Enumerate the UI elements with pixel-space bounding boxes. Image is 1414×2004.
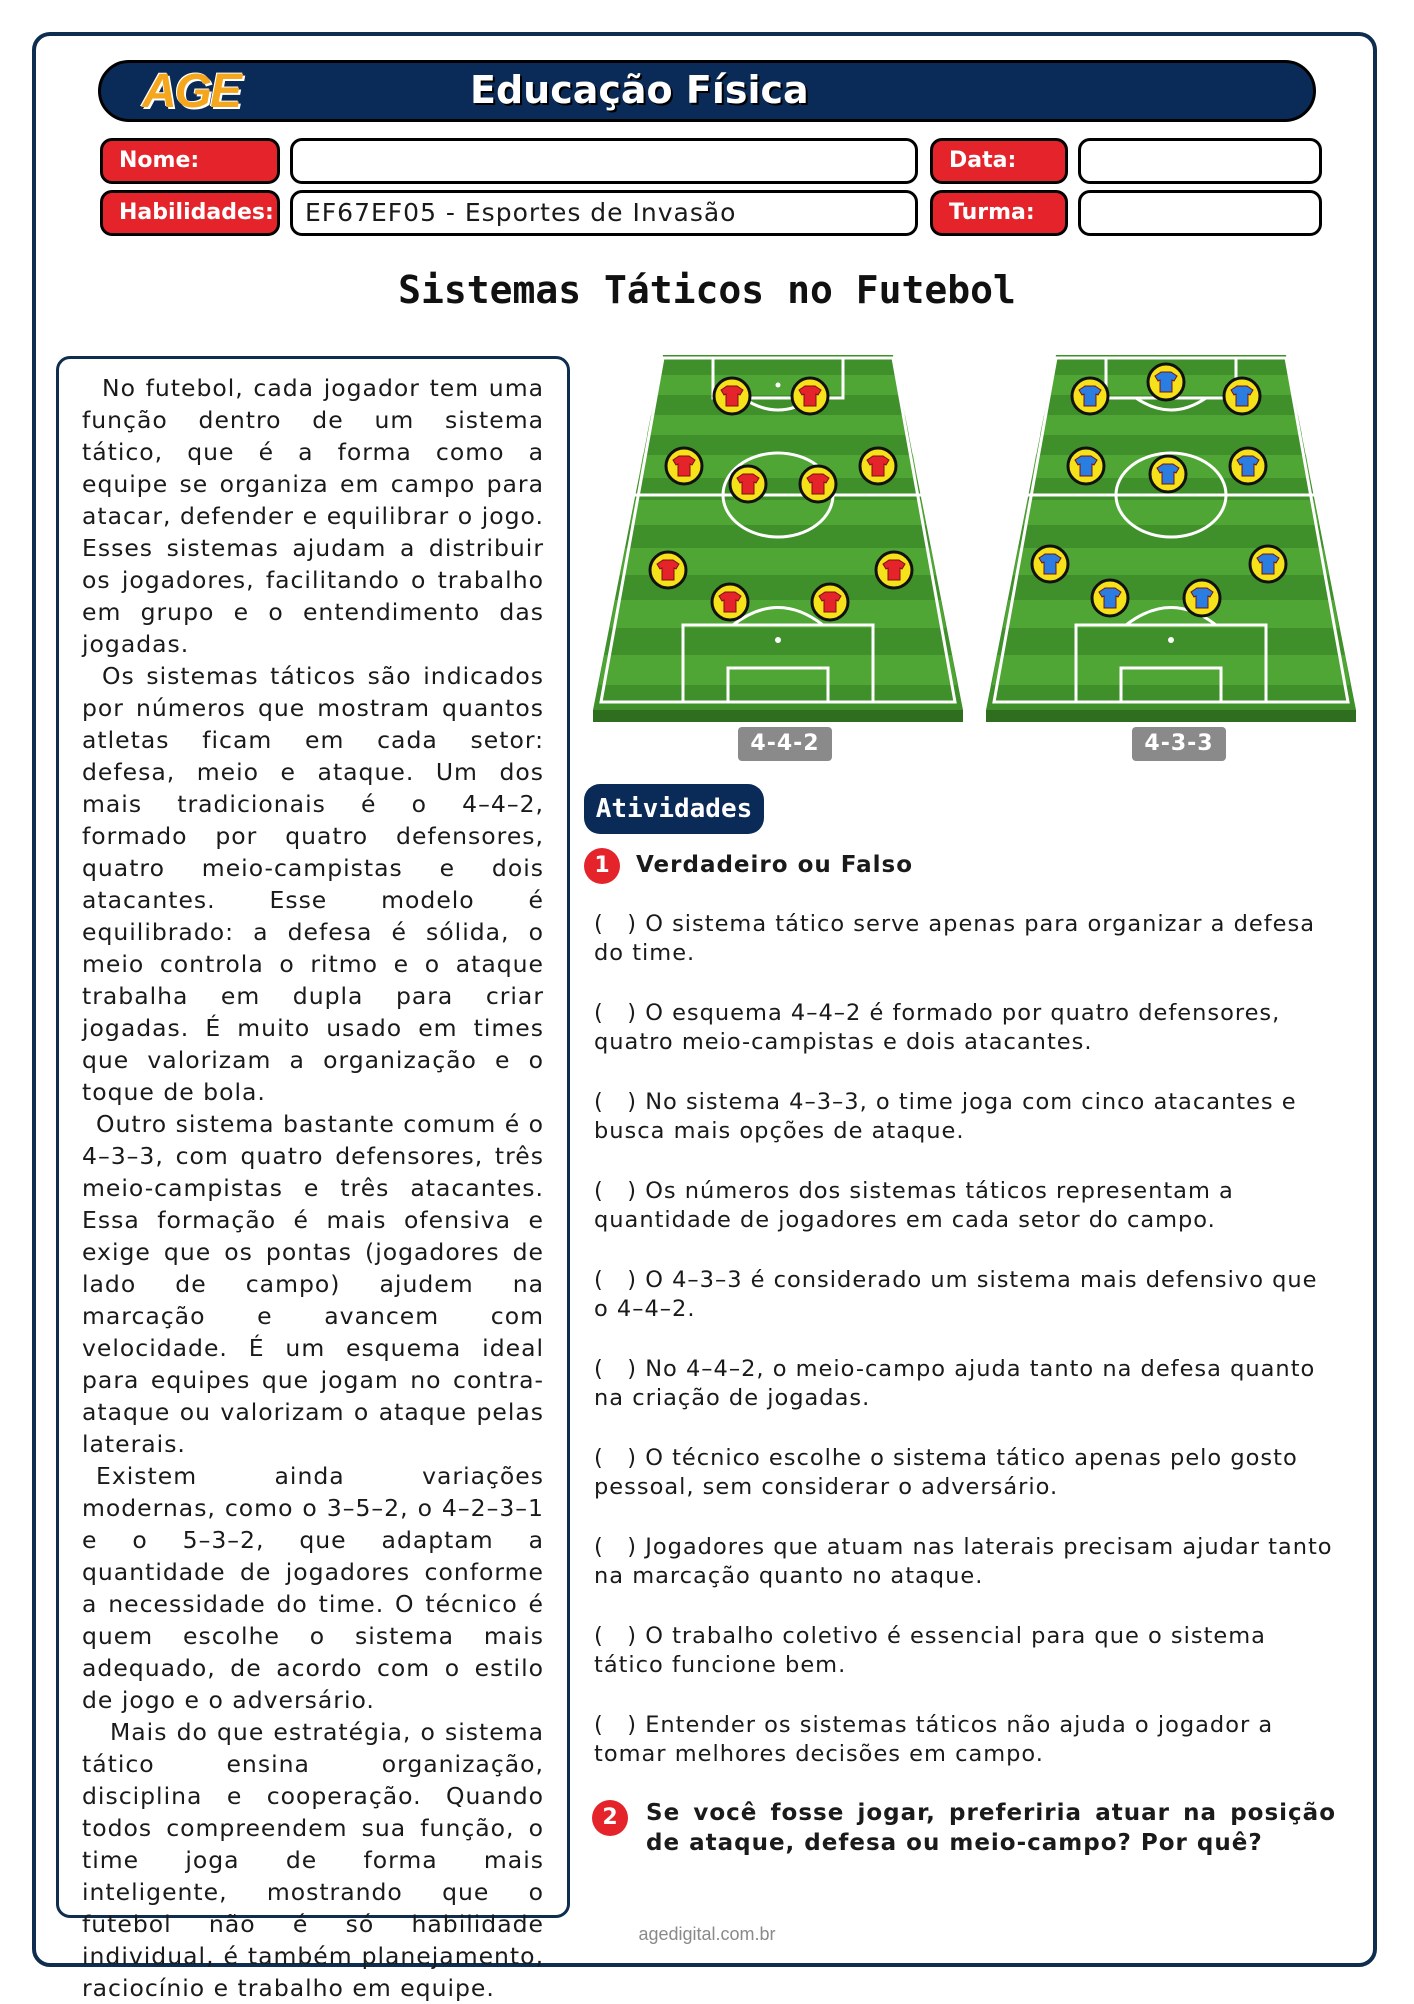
skills-label: Habilidades: [100, 190, 280, 236]
blue-player-icon [1250, 546, 1286, 582]
paragraph-4: Existem ainda variações modernas, como o 3–5–2, o 4–2–3–1 e o 5–3–2, que adaptam a quantidade de jogadores conforme a necessidade do time. O técnico é quem escolhe o sistema mais adequado, de acordo com o estilo de jogo e o adversário. [82, 1462, 544, 1714]
blue-player-icon [1150, 456, 1186, 492]
blue-player-icon [1184, 580, 1220, 616]
question-1-number: 1 [584, 848, 620, 884]
class-field[interactable] [1078, 190, 1322, 236]
true-false-item-6[interactable]: ( ) No 4–4–2, o meio-campo ajuda tanto na defesa quanto na criação de jogadas. [594, 1356, 1316, 1411]
paragraph-3: Outro sistema bastante comum é o 4–3–3, com quatro defensores, três meio-campistas e três atacantes. Essa formação é mais ofensiva e exige que os pontas (jogadores de lado de campo) ajudem na marcação e avancem com velocidade. É um esquema ideal para equipes que jogam no contra-ataque ou valorizam o ataque pelas laterais. [82, 1110, 545, 1458]
blue-player-icon [1092, 580, 1128, 616]
paragraph-1: No futebol, cada jogador tem uma função dentro de um sistema tático, que é a forma como a equipe se organiza em campo para atacar, defender e equilibrar o jogo. Esses sistemas ajudam a distribuir os jogadores, facilitando o trabalho em grupo e o entendimento das jogadas. [82, 374, 544, 658]
reading-text [82, 372, 544, 2004]
class-label: Turma: [930, 190, 1068, 236]
true-false-item-3[interactable]: ( ) No sistema 4–3–3, o time joga com cinco atacantes e busca mais opções de ataque. [594, 1089, 1297, 1144]
formation-label-433: 4-3-3 [1132, 727, 1226, 761]
blue-player-icon [1224, 378, 1260, 414]
blue-player-icon [1230, 448, 1266, 484]
red-player-icon [714, 378, 750, 414]
paragraph-2: Os sistemas táticos são indicados por números que mostram quantos atletas ficam em cada setor: defesa, meio e ataque. Um dos mais tradicionais é o 4–4–2, formado por quatro defensores, quatro meio-campistas e dois atacantes. Esse modelo é equilibrado: a defesa é sólida, o meio controla o ritmo e o ataque trabalha em dupla para criar jogadas. É muito usado em times que valorizam a organização e o toque de bola. [82, 662, 544, 1106]
skills-field[interactable]: EF67EF05 - Esportes de Invasão [290, 190, 918, 236]
blue-player-icon [1072, 378, 1108, 414]
red-player-icon [650, 552, 686, 588]
red-player-icon [860, 448, 896, 484]
red-player-icon [800, 466, 836, 502]
age-logo: AGE [142, 65, 241, 118]
true-false-item-2[interactable]: ( ) O esquema 4–4–2 é formado por quatro defensores, quatro meio-campistas e dois atacantes. [594, 1000, 1281, 1055]
red-player-icon [712, 584, 748, 620]
true-false-item-8[interactable]: ( ) Jogadores que atuam nas laterais precisam ajudar tanto na marcação quanto no ataque. [594, 1534, 1333, 1589]
question-2-text: Se você fosse jogar, preferiria atuar na posição de ataque, defesa ou meio-campo? Por quê? [646, 1800, 1336, 1856]
page-title: Sistemas Táticos no Futebol [398, 268, 1016, 312]
question-2-number: 2 [592, 1800, 628, 1836]
true-false-item-4[interactable]: ( ) Os números dos sistemas táticos representam a quantidade de jogadores em cada setor do campo. [594, 1178, 1234, 1233]
true-false-item-7[interactable]: ( ) O técnico escolhe o sistema tático apenas pelo gosto pessoal, sem considerar o adversário. [594, 1445, 1298, 1500]
red-player-icon [666, 448, 702, 484]
date-field[interactable] [1078, 138, 1322, 184]
activities-heading: Atividades [584, 784, 764, 834]
name-field[interactable] [290, 138, 918, 184]
name-label: Nome: [100, 138, 280, 184]
red-player-icon [876, 552, 912, 588]
date-label: Data: [930, 138, 1068, 184]
true-false-item-9[interactable]: ( ) O trabalho coletivo é essencial para que o sistema tático funcione bem. [594, 1623, 1266, 1678]
red-player-icon [812, 584, 848, 620]
red-player-icon [792, 378, 828, 414]
true-false-item-5[interactable]: ( ) O 4–3–3 é considerado um sistema mais defensivo que o 4–4–2. [594, 1267, 1318, 1322]
red-player-icon [730, 466, 766, 502]
blue-player-icon [1032, 546, 1068, 582]
true-false-item-10[interactable]: ( ) Entender os sistemas táticos não ajuda o jogador a tomar melhores decisões em campo. [594, 1712, 1274, 1767]
question-1-title: Verdadeiro ou Falso [636, 852, 914, 878]
true-false-item-1[interactable]: ( ) O sistema tático serve apenas para organizar a defesa do time. [594, 911, 1316, 966]
subject-title: Educação Física [470, 68, 809, 112]
paragraph-5: Mais do que estratégia, o sistema tático ensina organização, disciplina e cooperação. Quando todos compreendem sua função, o time joga de forma mais inteligente, mostrando que o futebol não é só habilidade individual, é também planejamento, raciocínio e trabalho em equipe. [82, 1718, 544, 2002]
formation-label-442: 4-4-2 [738, 727, 832, 761]
blue-player-icon [1068, 448, 1104, 484]
footer-url: agedigital.com.br [638, 1924, 776, 1944]
blue-player-icon [1148, 364, 1184, 400]
formations-illustration [588, 350, 1378, 730]
